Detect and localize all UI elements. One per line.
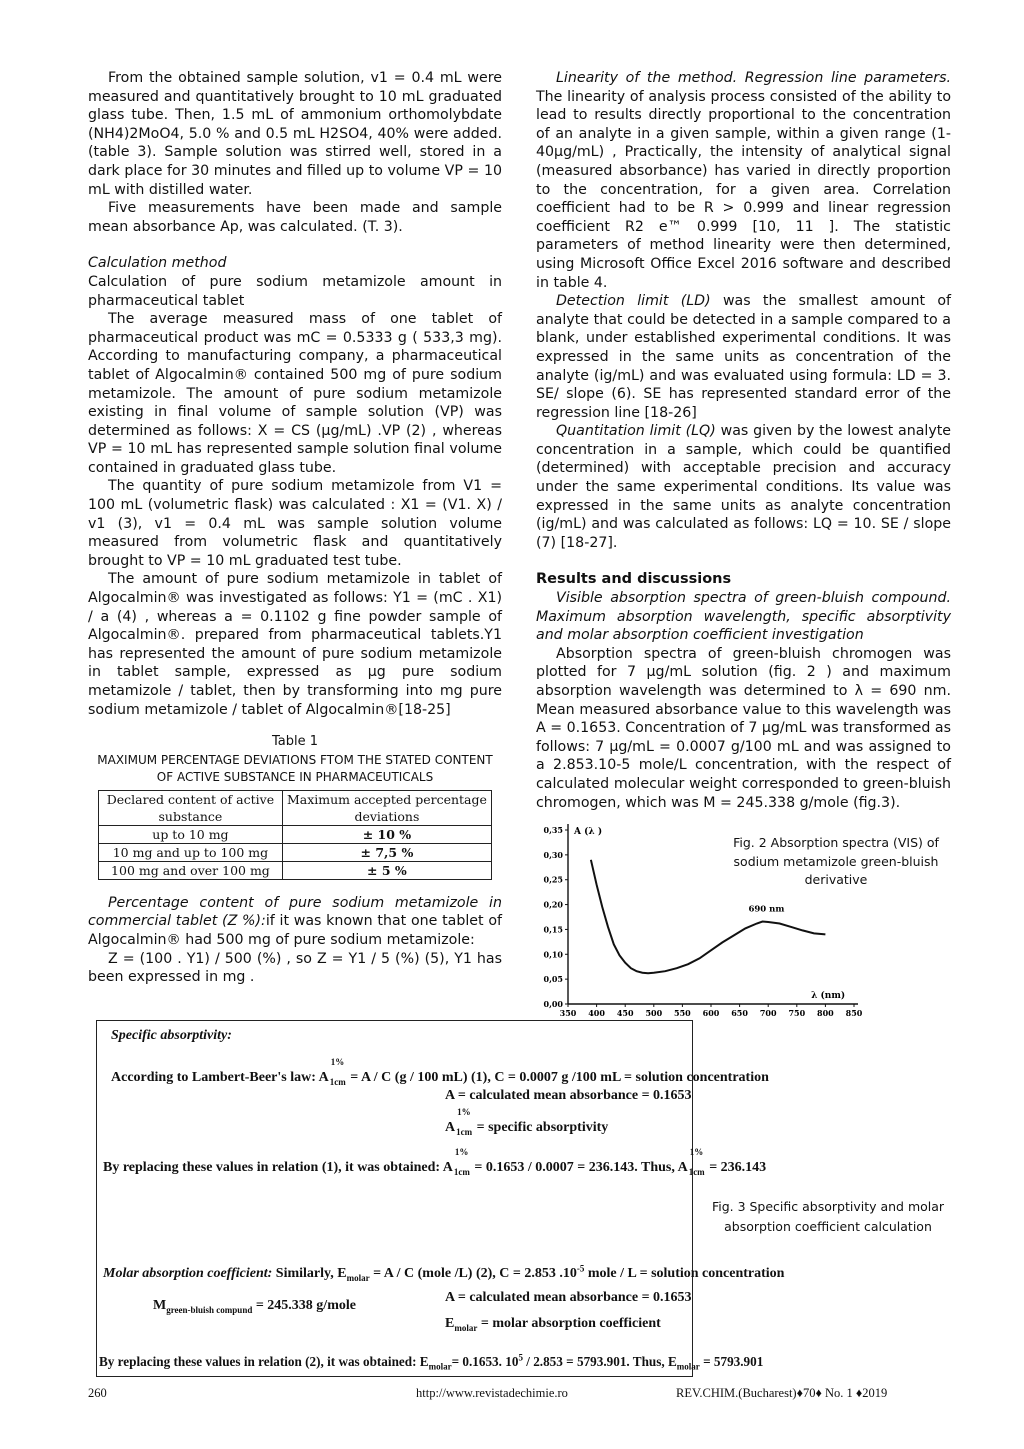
fig3-sup: 1% bbox=[689, 1147, 704, 1157]
table-caption: MAXIMUM PERCENTAGE DEVIATIONS FTOM THE STATED CONTENT OF ACTIVE SUBSTANCE IN PHARMACEUTICALS bbox=[97, 752, 493, 784]
fig3-sub: green-bluish compund bbox=[166, 1304, 253, 1315]
fig3-text: = 245.338 g/mole bbox=[252, 1298, 356, 1313]
x-tick-label: 400 bbox=[588, 1008, 605, 1018]
fig3-title: Specific absorptivity: bbox=[111, 1028, 232, 1043]
fig3-sub: molar bbox=[346, 1272, 370, 1283]
x-tick-label: 800 bbox=[817, 1008, 834, 1018]
x-tick-label: 450 bbox=[616, 1008, 634, 1018]
fig3-text: = 0.1653 / 0.0007 = 236.143. Thus, A bbox=[470, 1160, 688, 1175]
fig3-sub: molar bbox=[454, 1322, 478, 1333]
visible-spectra-heading: Visible absorption spectra of green-bluish compound. Maximum absorption wavelength, specific absorptivity and molar absorption coefficient investigation bbox=[536, 590, 951, 644]
fig2-caption: Fig. 2 Absorption spectra (VIS) of sodium metamizole green-bluish derivative bbox=[733, 835, 939, 887]
x-tick-label: 750 bbox=[788, 1008, 806, 1018]
fig3-line-replace2 bbox=[99, 1353, 763, 1372]
quantitation-limit-heading: Quantitation limit (LQ) bbox=[556, 423, 716, 440]
percentage-heading: Percentage content of pure sodium metamizole in commercial tablet (Z %): bbox=[88, 894, 502, 930]
x-tick-label: 650 bbox=[731, 1008, 748, 1018]
fig3-text: According to Lambert-Beer's law: A bbox=[111, 1070, 329, 1085]
visible-spectra-text: Absorption spectra of green-bluish chromogen was plotted for 7 µg/mL solution (fig. 2 ) and maximum absorption wavelength was determined to λ = 690 nm. Mean measured absorbance value to this wavelength was A = 0.1653. Concentration of 7 µg/mL was transformed as follows: 7 µg/mL = 0.0007 g/100 mL and was assigned to a 2.853.10-5 mole/L concentration, with the respect of calculated molecular weight corresponded to green-bluish chromogen, which was M = 245.338 g/mole (fig.3). bbox=[536, 645, 951, 811]
fig3-sup: 1% bbox=[330, 1057, 345, 1067]
table-cell: ± 7,5 % bbox=[282, 843, 491, 861]
x-tick-label: 700 bbox=[759, 1008, 777, 1018]
quantitation-limit-text: was given by the lowest analyte concentration in a sample, which could be quantified (determined) with acceptable precision and accuracy under the same experimental conditions. Its value was expressed in the same units as analyte concentration (ig/mL) and was calculated as follows: LQ = 10. SE / slope (7) [18-27]. bbox=[536, 423, 952, 551]
fig3-caption: Fig. 3 Specific absorptivity and molar absorption coefficient calculation bbox=[711, 1199, 945, 1234]
linearity-text: The linearity of analysis process consisted of the ability to lead to results directly proportional to the concentration of an analyte in a given sample, within a given range (1-40µg/mL) , Practically, the intensity of analytical signal (measured absorbance) has varied in directly proportion to the concentration, for a given area. Correlation coefficient had to be R > 0.999 and linear regression coefficient R2 e™ 0.999 [10, 11 ]. The statistic parameters of method linearity were then determined, using Microsoft Office Excel 2016 software and described in table 4. bbox=[536, 88, 951, 291]
table-header-cell: Maximum accepted percentage deviations bbox=[282, 790, 491, 825]
fig3-text: E bbox=[445, 1316, 455, 1331]
paragraph-quantity: The quantity of pure sodium metamizole from V1 = 100 mL (volumetric flask) was calculated : X1 = (V1. X) / v1 (3), v1 = 0.4 mL was sample solution volume measured from volumetric flask and quantitatively brought to VP = 10 mL graduated test tube. bbox=[88, 478, 502, 569]
fig3-sub: 1cm bbox=[329, 1077, 346, 1087]
y-tick-label: 0,35 bbox=[543, 825, 563, 835]
table-row bbox=[99, 825, 492, 843]
x-tick-label: 350 bbox=[559, 1008, 577, 1018]
right-column bbox=[536, 69, 951, 812]
percentage-text: if it was known that one tablet of Algocalmin® had 500 mg of pure sodium metamizole: bbox=[88, 913, 502, 948]
y-tick-label: 0,30 bbox=[543, 849, 563, 860]
linearity-paragraph bbox=[536, 69, 951, 292]
fig3-text: By replacing these values in relation (2), it was obtained: E bbox=[99, 1354, 429, 1369]
fig3-sub: 1cm bbox=[456, 1127, 473, 1137]
fig3-line-specific bbox=[445, 1107, 609, 1138]
paragraph-sample-solution: From the obtained sample solution, v1 = 0.4 mL were measured and quantitatively brought to 10 mL graduated glass tube. Then, 1.5 mL of ammonium orthomolybdate (NH4)2MoO4, 5.0 % and 0.5 mL H2SO4, 40% were added. (table 3). Sample solution was stirred well, stored in a dark place for 30 minutes and filled up to volume VP = 10 mL with distilled water. bbox=[88, 70, 502, 198]
y-tick-label: 0,20 bbox=[543, 899, 563, 910]
fig3-sub: 1cm bbox=[688, 1167, 705, 1177]
results-heading: Results and discussions bbox=[536, 571, 732, 588]
fig3-text: A bbox=[445, 1120, 456, 1135]
x-tick-label: 850 bbox=[845, 1008, 863, 1018]
table-row bbox=[99, 861, 492, 879]
paragraph-formula-z: Z = (100 . Y1) / 500 (%) , so Z = Y1 / 5 (%) (5), Y1 has been expressed in mg . bbox=[88, 950, 502, 986]
left-column bbox=[88, 69, 502, 987]
fig3-molar-label: Molar absorption coefficient: bbox=[103, 1266, 273, 1281]
table-row bbox=[99, 843, 492, 861]
fig3-line-absorbance: A = calculated mean absorbance = 0.1653 bbox=[445, 1088, 692, 1103]
y-tick-label: 0,05 bbox=[543, 974, 563, 985]
y-tick-label: 0,25 bbox=[543, 874, 563, 885]
paragraph-amount: The amount of pure sodium metamizole in tablet of Algocalmin® was investigated as follows: Y1 = (mC . X1) / a (4) , whereas a = 0.1102 g fine powder sample of Algocalmin®. prepared from pharmaceutical tablets.Y1 has represented the amount of pure sodium metamizole in tablet sample, expressed as µg pure sodium metamizole / tablet, then by transforming into mg pure sodium metamizole / tablet of Algocalmin®[18-25] bbox=[88, 571, 502, 718]
fig3-text: = A / C (mole /L) (2), C = 2.853 .10 bbox=[369, 1266, 577, 1281]
fig3-text: / 2.853 = 5793.901. Thus, E bbox=[522, 1354, 677, 1369]
x-tick-label: 600 bbox=[702, 1008, 720, 1018]
y-tick-label: 0,10 bbox=[543, 949, 563, 960]
fig3-text: Similarly, E bbox=[272, 1266, 347, 1281]
detection-limit-heading: Detection limit (LD) bbox=[556, 293, 711, 310]
calculation-subheading: Calculation of pure sodium metamizole amount in pharmaceutical tablet bbox=[88, 273, 502, 309]
fig3-line-replace1 bbox=[103, 1147, 767, 1178]
fig3-sup: 1% bbox=[454, 1147, 469, 1157]
fig3-sub: molar bbox=[676, 1361, 700, 1372]
page-footer bbox=[88, 1384, 952, 1404]
table-header-row bbox=[99, 790, 492, 825]
table-cell: ± 5 % bbox=[282, 861, 491, 879]
fig3-text: M bbox=[153, 1298, 167, 1313]
fig3-text: = A / C (g / 100 mL) (1), C = 0.0007 g /100 mL = solution concentration bbox=[346, 1070, 769, 1085]
table-cell: 10 mg and up to 100 mg bbox=[99, 843, 283, 861]
peak-annotation: 690 nm bbox=[748, 904, 785, 915]
fig3-sub: molar bbox=[428, 1361, 452, 1372]
paragraph-tablet-mass: The average measured mass of one tablet of pharmaceutical product was mC = 0.5333 g ( 533,3 mg). According to manufacturing company, a pharmaceutical tablet of Algocalmin® contained 500 mg of pure sodium metamizole. The amount of pure sodium metamizole existing in final volume of sample solution (VP) was determined as follows: X = CS (µg/mL) .VP (2) , whereas VP = 10 mL has represented sample solution final volume contained in graduated glass tube. bbox=[88, 311, 502, 476]
paragraph-measurements: Five measurements have been made and sample mean absorbance Ap, was calculated. (T. 3). bbox=[88, 200, 502, 235]
fig3-line-molar bbox=[103, 1265, 784, 1284]
fig3-text: = molar absorption coefficient bbox=[477, 1316, 661, 1331]
fig3-sup: 1% bbox=[457, 1107, 471, 1117]
fig3-text: = 236.143 bbox=[705, 1160, 767, 1175]
fig3-sub: 1cm bbox=[453, 1167, 470, 1177]
detection-limit-paragraph bbox=[536, 292, 951, 422]
fig3-text: By replacing these values in relation (1), it was obtained: A bbox=[103, 1160, 453, 1175]
table-label: Table 1 bbox=[271, 734, 319, 750]
y-tick-label: 0,00 bbox=[543, 999, 563, 1009]
fig3-sup: -5 bbox=[576, 1263, 585, 1274]
journal-url[interactable]: http://www.revistadechimie.ro bbox=[416, 1386, 568, 1400]
x-axis-label: λ (nm) bbox=[811, 991, 846, 1001]
fig3-sup: 5 bbox=[518, 1352, 523, 1363]
y-tick-label: 0,15 bbox=[543, 924, 563, 935]
percentage-paragraph bbox=[88, 894, 502, 950]
x-tick-label: 500 bbox=[645, 1008, 663, 1018]
fig3-text: mole / L = solution concentration bbox=[584, 1266, 785, 1281]
linearity-heading: Linearity of the method. Regression line parameters. bbox=[556, 70, 951, 86]
fig3-text: = 5793.901 bbox=[699, 1354, 764, 1369]
y-axis-label: A (λ ) bbox=[574, 827, 603, 837]
detection-limit-text: was the smallest amount of analyte that could be detected in a sample compared to a blank, under established experimental conditions. It was expressed in the same units as concentration of the analyte (ig/mL) and was evaluated using formula: LD = 3. SE/ slope (6). SE has represented standard error of the regression line [18-26] bbox=[536, 293, 951, 421]
fig3-line-mass bbox=[153, 1297, 356, 1316]
calculation-method-heading: Calculation method bbox=[88, 255, 227, 272]
table-cell: 100 mg and over 100 mg bbox=[99, 861, 283, 879]
fig3-line-emolar bbox=[445, 1315, 661, 1334]
page-number: 260 bbox=[88, 1386, 107, 1400]
journal-info: REV.CHIM.(Bucharest)♦70♦ No. 1 ♦2019 bbox=[676, 1386, 888, 1400]
table-cell: up to 10 mg bbox=[99, 825, 283, 843]
quantitation-limit-paragraph bbox=[536, 422, 951, 552]
table-cell: ± 10 % bbox=[282, 825, 491, 843]
fig3-text: = 0.1653. 10 bbox=[451, 1354, 519, 1369]
x-tick-label: 550 bbox=[674, 1008, 691, 1018]
deviation-table bbox=[98, 790, 492, 880]
fig3-line-lambert bbox=[111, 1057, 769, 1088]
fig3-text: = specific absorptivity bbox=[473, 1120, 609, 1135]
fig3-line-absorbance2: A = calculated mean absorbance = 0.1653 bbox=[445, 1290, 692, 1305]
table-header-cell: Declared content of active substance bbox=[99, 790, 283, 825]
fig3-calculation-box bbox=[96, 1020, 785, 1377]
